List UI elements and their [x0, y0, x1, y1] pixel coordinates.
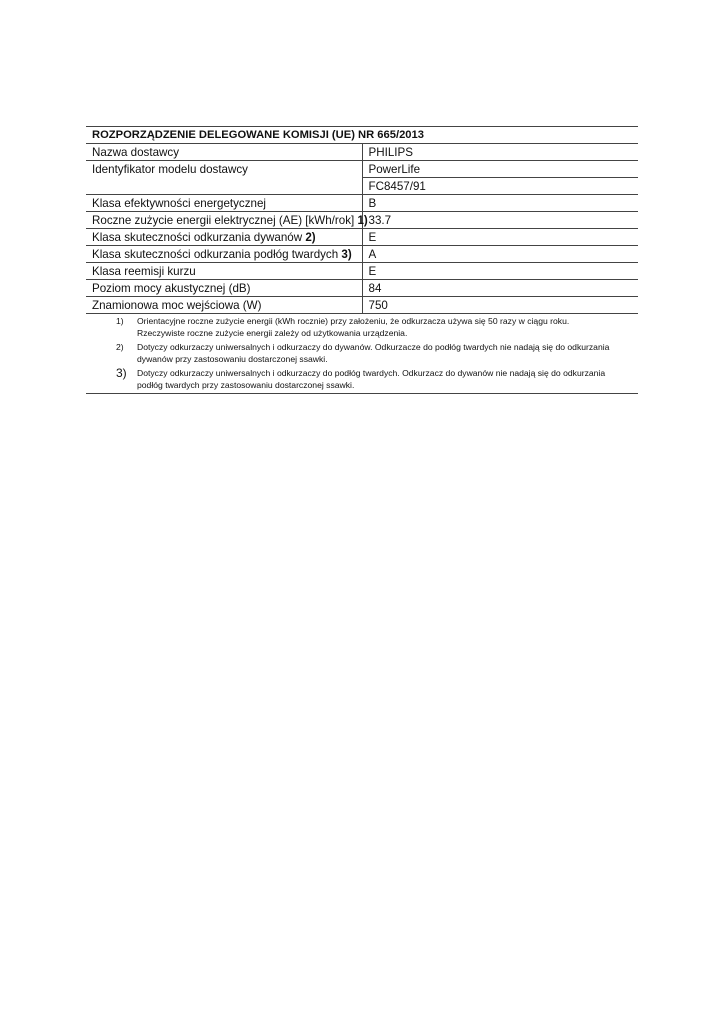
table-row [86, 161, 638, 178]
row-label: Identyfikator modelu dostawcy [92, 162, 248, 176]
footnote [86, 367, 638, 392]
row-value: PowerLife [362, 161, 638, 178]
row-value: PHILIPS [362, 144, 638, 161]
row-label: Klasa skuteczności odkurzania dywanów 2) [86, 229, 362, 246]
row-label [86, 178, 362, 195]
title-row [86, 127, 638, 144]
table-row [86, 297, 638, 314]
row-value: 750 [362, 297, 638, 314]
row-label: Klasa reemisji kurzu [86, 263, 362, 280]
row-value: E [362, 229, 638, 246]
row-value: 84 [362, 280, 638, 297]
table-row [86, 178, 638, 195]
row-label: Klasa skuteczności odkurzania podłóg twardych 3) [86, 246, 362, 263]
footnotes [86, 315, 638, 394]
table-row [86, 229, 638, 246]
row-label: Klasa efektywności energetycznej [86, 195, 362, 212]
row-label: Znamionowa moc wejściowa (W) [86, 297, 362, 314]
table-row [86, 263, 638, 280]
footnote [86, 315, 638, 340]
regulation-title: ROZPORZĄDZENIE DELEGOWANE KOMISJI (UE) NR 665/2013 [86, 127, 638, 144]
row-label: Poziom mocy akustycznej (dB) [86, 280, 362, 297]
row-value: E [362, 263, 638, 280]
table-row [86, 212, 638, 229]
footnote-number: 2) [116, 341, 124, 352]
table-row [86, 280, 638, 297]
footnote-ref: 2) [305, 230, 316, 244]
spec-table [86, 126, 638, 314]
footnote-ref: 3) [341, 247, 352, 261]
footnote-number: 3) [116, 365, 127, 380]
footnote-ref: 1) [357, 213, 368, 227]
footnote-text: Orientacyjne roczne zużycie energii (kWh rocznie) przy założeniu, że odkurzacza używa się 50 razy w ciągu roku. Rzeczywiste roczne zużycie energii zależy od użytkowania urządzenia. [137, 316, 570, 339]
footnote [86, 341, 638, 366]
footnote-number: 1) [116, 316, 124, 326]
row-value: 33.7 [362, 212, 638, 229]
table-row [86, 246, 638, 263]
footnote-text: Dotyczy odkurzaczy uniwersalnych i odkurzaczy do podłóg twardych. Odkurzacz do dywanów nie nadają się do odkurzania podłóg twardych przy zastosowaniu dostarczonej ssawki. [137, 367, 606, 391]
table-row [86, 144, 638, 161]
row-value: FC8457/91 [362, 178, 638, 195]
row-value: B [362, 195, 638, 212]
table-row [86, 195, 638, 212]
row-value: A [362, 246, 638, 263]
row-label: Roczne zużycie energii elektrycznej (AE) [kWh/rok] 1) [86, 212, 362, 229]
footnote-text: Dotyczy odkurzaczy uniwersalnych i odkurzaczy do dywanów. Odkurzacze do podłóg twardych nie nadają się do odkurzania dywanów przy zastosowaniu dostarczonej ssawki. [137, 341, 610, 365]
document [86, 126, 638, 394]
row-label: Nazwa dostawcy [86, 144, 362, 161]
